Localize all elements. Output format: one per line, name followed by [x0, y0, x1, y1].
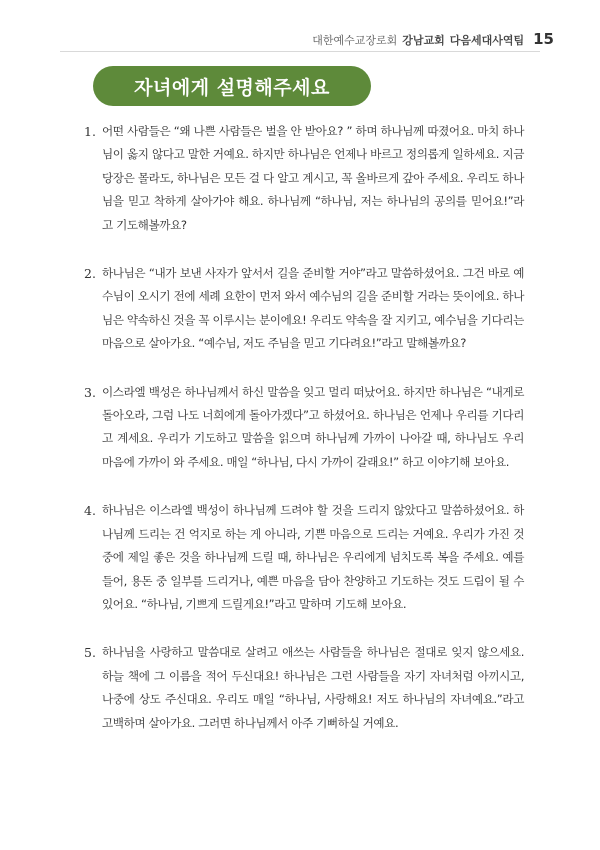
list-item: [84, 641, 524, 735]
item-text: 하나님을 사랑하고 말씀대로 살려고 애쓰는 사람들을 하나님은 절대로 잊지 않으세요. 하늘 책에 그 이름을 적어 두신대요! 하나님은 그런 사람들을 자기 자녀처럼 아끼시고, 나중에 상도 주신대요. 우리도 매일 “하나님, 사랑해요! 저도 하나님의 자녀예요.”라고 고백하며 살아가요. 그러면 하나님께서 아주 기뻐하실 거예요.: [102, 645, 524, 730]
item-number: 5.: [84, 645, 96, 661]
list-item: [84, 499, 524, 616]
list-item: [84, 120, 524, 237]
page-number: 15: [533, 30, 554, 48]
item-text: 어떤 사람들은 “왜 나쁜 사람들은 벌을 안 받아요? ” 하며 하나님께 따졌어요. 마치 하나님이 옳지 않다고 말한 거예요. 하지만 하나님은 언제나 바르고 정의롭게 일하세요. 지금 당장은 몰라도, 하나님은 모든 걸 다 알고 계시고, 꼭 올바르게 갚아 주세요. 우리도 하나님을 믿고 착하게 살아가야 해요. 하나님께 “하나님, 저는 하나님의 공의를 믿어요!”라고 기도해볼까요?: [102, 124, 524, 232]
header-divider: [60, 51, 540, 52]
item-text: 이스라엘 백성은 하나님께서 하신 말씀을 잊고 멀리 떠났어요. 하지만 하나님은 “내게로 돌아오라, 그럼 나도 너희에게 돌아가겠다”고 하셨어요. 하나님은 언제나 우리를 기다리고 계세요. 우리가 기도하고 말씀을 읽으며 하나님께 가까이 나아갈 때, 하나님도 우리 마음에 가까이 와 주세요. 매일 “하나님, 다시 가까이 갈래요!” 하고 이야기해 보아요.: [102, 384, 524, 469]
list-item: [84, 262, 524, 356]
list-item: [84, 381, 524, 475]
church-name: 강남교회: [402, 34, 445, 47]
page-title: 자녀에게 설명해주세요: [134, 76, 330, 99]
item-number: 2.: [84, 266, 96, 282]
page-header: [312, 30, 554, 48]
item-number: 4.: [84, 503, 96, 519]
ministry-name: 다음세대사역팀: [449, 34, 525, 47]
explanation-list: [84, 120, 524, 760]
title-banner: [93, 66, 371, 106]
item-text: 하나님은 “내가 보낸 사자가 앞서서 길을 준비할 거야”라고 말씀하셨어요. 그건 바로 예수님이 오시기 전에 세례 요한이 먼저 와서 예수님의 길을 준비할 거라는 뜻이에요. 하나님은 약속하신 것을 꼭 이루시는 분이에요! 우리도 약속을 잘 지키고, 예수님을 기다리는 마음으로 살아가요. “예수님, 저도 주님을 믿고 기다려요!”라고 말해볼까요?: [102, 266, 524, 351]
item-number: 1.: [84, 124, 96, 139]
item-number: 3.: [84, 384, 96, 400]
denomination-label: 대한예수교장로회: [312, 34, 398, 47]
item-text: 하나님은 이스라엘 백성이 하나님께 드려야 할 것을 드리지 않았다고 말씀하셨어요. 하나님께 드리는 건 억지로 하는 게 아니라, 기쁜 마음으로 드리는 거예요. 우리가 가진 것 중에 제일 좋은 것을 하나님께 드릴 때, 하나님은 우리에게 넘치도록 복을 주세요. 예를 들어, 용돈 중 일부를 드리거나, 예쁜 마음을 담아 찬양하고 기도하는 것도 드림이 될 수 있어요. “하나님, 기쁘게 드릴게요!”라고 말하며 기도해 보아요.: [102, 503, 524, 611]
